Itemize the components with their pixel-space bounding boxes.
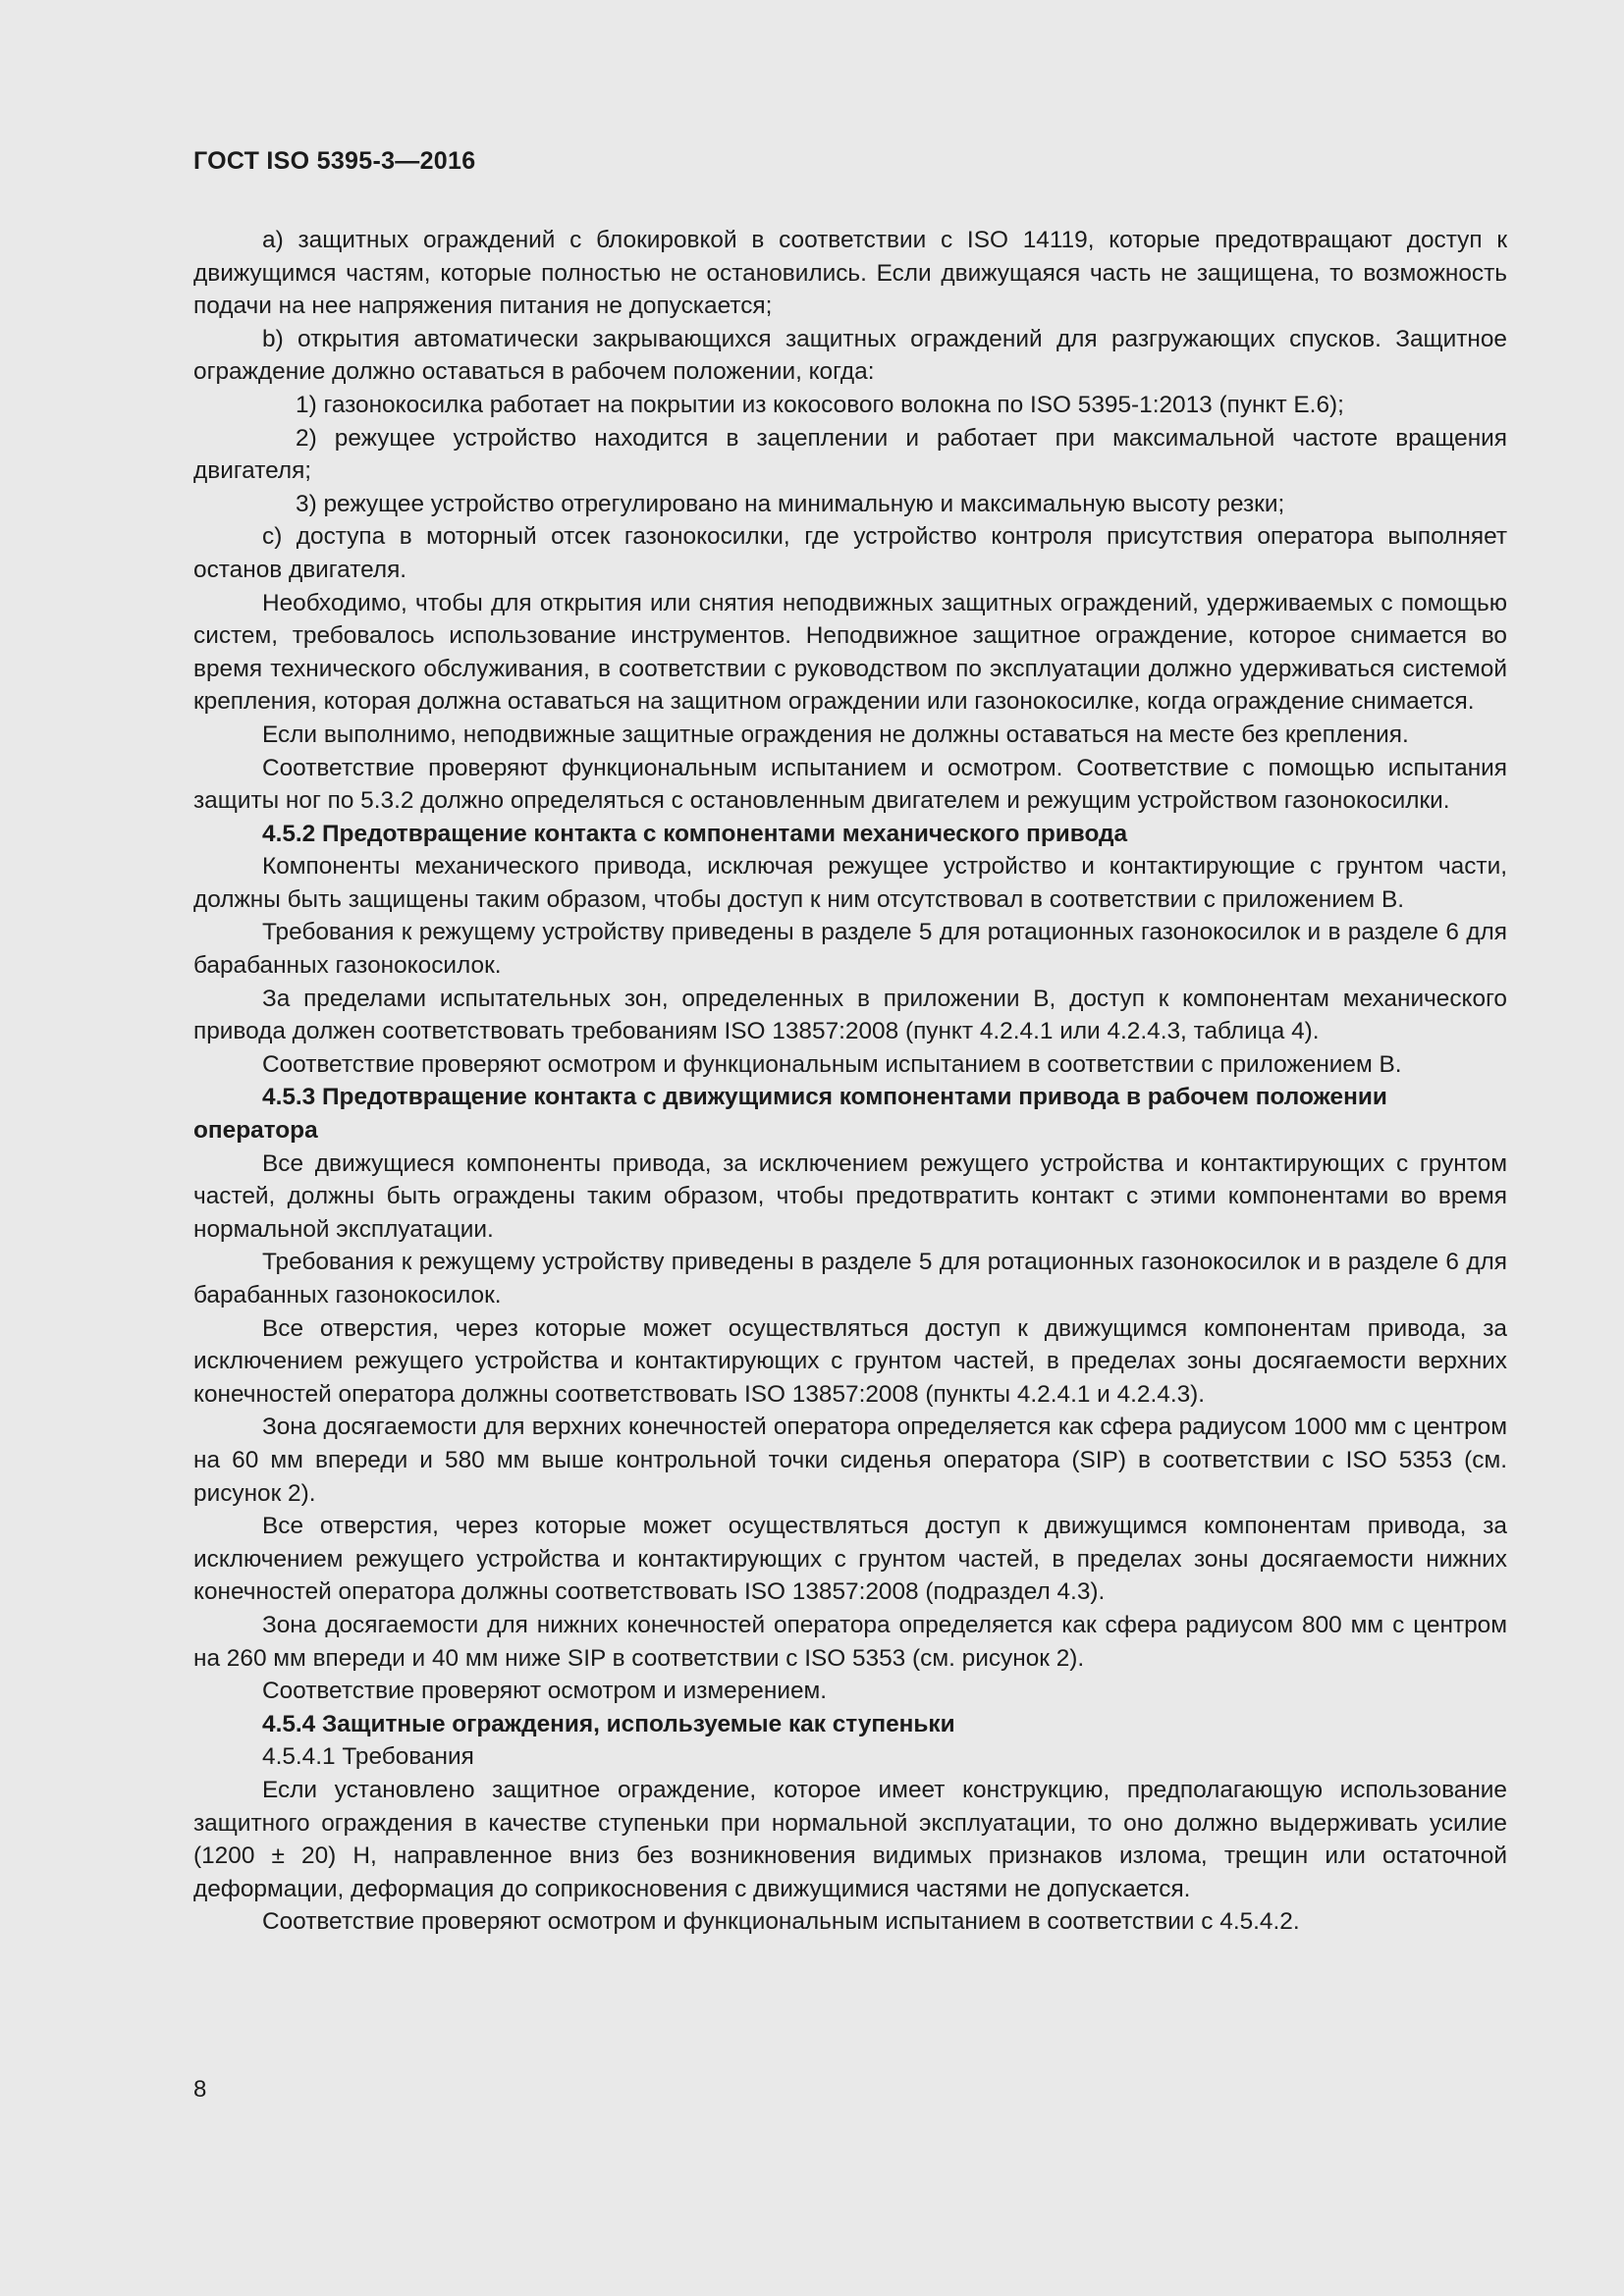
paragraph: Необходимо, чтобы для открытия или снятия неподвижных защитных ограждений, удерживаемых с помощью систем, требовалось использование инструментов. Неподвижное защитное ограждение, которое снимается во время технического обслуживания, в соответствии с руководством по эксплуатации должно удерживаться системой крепления, которая должна оставаться на защитном ограждении или газонокосилке, когда ограждение снимается. bbox=[193, 589, 1507, 716]
sub-item-1: 1) газонокосилка работает на покрытии из кокосового волокна по ISO 5395-1:2013 (пункт Е.6); bbox=[296, 391, 1344, 418]
paragraph: Соответствие проверяют осмотром и функциональным испытанием в соответствии с приложением В. bbox=[262, 1050, 1402, 1078]
paragraph: Соответствие проверяют осмотром и функциональным испытанием в соответствии с 4.5.4.2. bbox=[262, 1908, 1300, 1936]
paragraph: Соответствие проверяют функциональным испытанием и осмотром. Соответствие с помощью испытания защиты ног по 5.3.2 должно определяться с остановленным двигателем и режущим устройством газонокосилки. bbox=[193, 754, 1507, 815]
list-item-b: b) открытия автоматически закрывающихся защитных ограждений для разгружающих спусков. Защитное ограждение должно оставаться в рабочем положении, когда: bbox=[193, 325, 1507, 386]
paragraph: Зона досягаемости для нижних конечностей оператора определяется как сфера радиусом 800 мм с центром на 260 мм впереди и 40 мм ниже SIP в соответствии с ISO 5353 (см. рисунок 2). bbox=[193, 1611, 1507, 1672]
paragraph: Все отверстия, через которые может осуществляться доступ к движущимся компонентам привода, за исключением режущего устройства и контактирующих с грунтом частей, в пределах зоны досягаемости нижних конечностей оператора должны соответствовать ISO 13857:2008 (подраздел 4.3). bbox=[193, 1513, 1507, 1606]
paragraph: Если установлено защитное ограждение, которое имеет конструкцию, предполагающую использование защитного ограждения в качестве ступеньки при нормальной эксплуатации, то оно должно выдерживать усилие (1200 ± 20) Н, направленное вниз без возникновения видимых признаков излома, трещин или остаточной деформации, деформация до соприкосновения с движущимися частями не допускается. bbox=[193, 1776, 1507, 1902]
paragraph: Если выполнимо, неподвижные защитные ограждения не должны оставаться на месте без крепления. bbox=[262, 721, 1409, 748]
document-body bbox=[193, 224, 1507, 1939]
paragraph: Компоненты механического привода, исключая режущее устройство и контактирующие с грунтом части, должны быть защищены таким образом, чтобы доступ к ним отсутствовал в соответствии с приложением В. bbox=[193, 853, 1507, 913]
section-heading-4-5-2: 4.5.2 Предотвращение контакта с компонентами механического привода bbox=[262, 820, 1128, 847]
subsection-heading-4-5-4-1: 4.5.4.1 Требования bbox=[262, 1743, 474, 1771]
paragraph: Зона досягаемости для верхних конечностей оператора определяется как сфера радиусом 1000 мм с центром на 60 мм впереди и 580 мм выше контрольной точки сиденья оператора (SIP) в соответствии с ISO 5353 (см. рисунок 2). bbox=[193, 1414, 1507, 1507]
sub-item-2: 2) режущее устройство находится в зацеплении и работает при максимальной частоте вращения двигателя; bbox=[193, 424, 1507, 485]
document-header: ГОСТ ISO 5395-3—2016 bbox=[193, 147, 476, 175]
paragraph: За пределами испытательных зон, определенных в приложении В, доступ к компонентам механического привода должен соответствовать требованиям ISO 13857:2008 (пункт 4.2.4.1 или 4.2.4.3, таблица 4). bbox=[193, 985, 1507, 1045]
page-number: 8 bbox=[193, 2076, 207, 2103]
paragraph: Требования к режущему устройству приведены в разделе 5 для ротационных газонокосилок и в разделе 6 для барабанных газонокосилок. bbox=[193, 1249, 1507, 1308]
list-item-a: а) защитных ограждений с блокировкой в соответствии с ISO 14119, которые предотвращают доступ к движущимся частям, которые полностью не остановились. Если движущаяся часть не защищена, то возможность подачи на нее напряжения питания не допускается; bbox=[193, 227, 1507, 320]
paragraph: Требования к режущему устройству приведены в разделе 5 для ротационных газонокосилок и в разделе 6 для барабанных газонокосилок. bbox=[193, 919, 1507, 980]
section-heading-4-5-3: 4.5.3 Предотвращение контакта с движущимися компонентами привода в рабочем положении оператора bbox=[193, 1084, 1387, 1145]
list-item-c: с) доступа в моторный отсек газонокосилки, где устройство контроля присутствия оператора выполняет останов двигателя. bbox=[193, 523, 1507, 583]
paragraph: Все отверстия, через которые может осуществляться доступ к движущимся компонентам привода, за исключением режущего устройства и контактирующих с грунтом частей, в пределах зоны досягаемости верхних конечностей оператора должны соответствовать ISO 13857:2008 (пункты 4.2.4.1 и 4.2.4.3). bbox=[193, 1314, 1507, 1408]
section-heading-4-5-4: 4.5.4 Защитные ограждения, используемые как ступеньки bbox=[262, 1710, 955, 1737]
paragraph: Соответствие проверяют осмотром и измерением. bbox=[262, 1678, 828, 1705]
paragraph: Все движущиеся компоненты привода, за исключением режущего устройства и контактирующих с грунтом частей, должны быть ограждены таким образом, чтобы предотвратить контакт с этими компонентами во время нормальной эксплуатации. bbox=[193, 1149, 1507, 1243]
sub-item-3: 3) режущее устройство отрегулировано на минимальную и максимальную высоту резки; bbox=[296, 490, 1285, 517]
